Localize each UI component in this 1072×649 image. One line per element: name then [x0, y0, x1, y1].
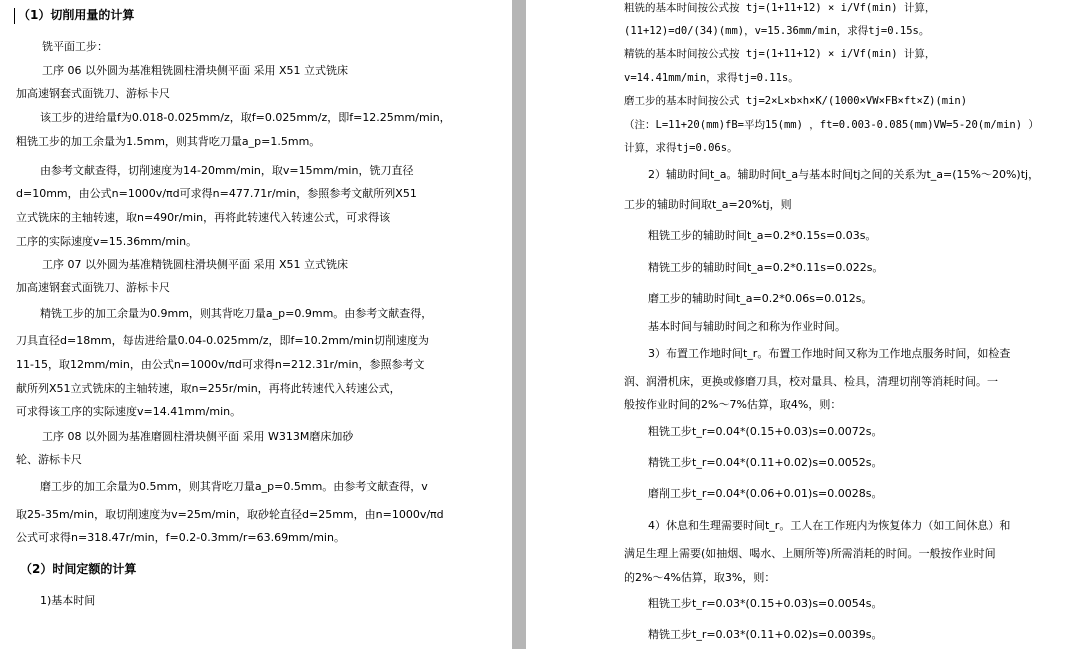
text-line: 工步的辅助时间取t_a=20%tj，则: [624, 198, 792, 211]
text-line: 润、润滑机床，更换或修磨刀具，校对量具、检具，清理切削等消耗时间。一: [624, 375, 998, 388]
heading-cutting-params: （1）切削用量的计算: [18, 8, 135, 22]
text-line: 的2%～4%估算，取3%，则：: [624, 571, 776, 584]
text-line: 由参考文献查得，切削速度为14-20mm/min，取v=15mm/min，铣刀直径: [40, 164, 414, 177]
text-line: 精铣工步t_r=0.04*(0.11+0.02)s=0.0052s。: [648, 456, 883, 469]
text-line: 计算，求得tj=0.06s。: [624, 142, 738, 154]
page-separator: [512, 0, 526, 649]
text-line: 3）布置工作地时间t_r。布置工作地时间又称为工作地点服务时间，如检查: [648, 347, 1011, 360]
text-line: 加高速钢套式面铣刀、游标卡尺: [16, 281, 170, 294]
text-line: 基本时间与辅助时间之和称为作业时间。: [648, 320, 846, 333]
text-line: 粗铣的基本时间按公式按 tj=(1+11+12) × i/Vf(min) 计算，: [624, 2, 936, 14]
text-line: 工序 06 以外圆为基准粗铣圆柱滑块侧平面 采用 X51 立式铣床: [42, 64, 349, 77]
text-line: 轮、游标卡尺: [16, 453, 82, 466]
text-line: 磨工步的基本时间按公式 tj=2×L×b×h×K/(1000×VW×FB×ft×Z)(min): [624, 95, 968, 107]
text-line: 4）休息和生理需要时间t_r。工人在工作班内为恢复体力（如工间休息）和: [648, 519, 1011, 532]
text-line: 精铣工步t_r=0.03*(0.11+0.02)s=0.0039s。: [648, 628, 883, 641]
text-line: 精铣的基本时间按公式按 tj=(1+11+12) × i/Vf(min) 计算，: [624, 48, 936, 60]
right-page: [526, 0, 1072, 649]
text-line: （注：L=11+20(mm)fB=平均15(mm) ，ft=0.003-0.085(mm)VW=5-20(m/min) ）: [624, 119, 1039, 131]
text-line: v=14.41mm/min，求得tj=0.11s。: [624, 72, 799, 84]
text-cursor: [14, 8, 15, 24]
text-line: 满足生理上需要(如抽烟、喝水、上厕所等)所需消耗的时间。一般按作业时间: [624, 547, 996, 560]
text-line: 刀具直径d=18mm，每齿进给量0.04-0.025mm/z，即f=10.2mm/min切削速度为: [16, 334, 429, 347]
text-line: 11-15，取12mm/min，由公式n=1000v/πd可求得n=212.31r/min，参照参考文: [16, 358, 425, 371]
text-line: 粗铣工步的加工余量为1.5mm，则其背吃刀量a_p=1.5mm。: [16, 135, 321, 148]
left-page: [0, 0, 512, 649]
text-line: (11+12)=d0/(34)(mm)，v=15.36mm/min，求得tj=0.15s。: [624, 25, 930, 37]
text-line: 立式铣床的主轴转速，取n=490r/min，再将此转速代入转速公式，可求得该: [16, 211, 391, 224]
text-line: 可求得该工序的实际速度v=14.41mm/min。: [16, 405, 242, 418]
text-line: 该工步的进给量f为0.018-0.025mm/z，取f=0.025mm/z，即f=12.25mm/min，: [40, 111, 451, 124]
text-line: 工序的实际速度v=15.36mm/min。: [16, 235, 198, 248]
text-line: 献所列X51立式铣床的主轴转速，取n=255r/min，再将此转速代入转速公式，: [16, 382, 401, 395]
text-line: 工序 08 以外圆为基准磨圆柱滑块侧平面 采用 W313M磨床加砂: [42, 430, 354, 443]
text-line: 精铣工步的辅助时间t_a=0.2*0.11s=0.022s。: [648, 261, 884, 274]
text-line: 磨工步的加工余量为0.5mm，则其背吃刀量a_p=0.5mm。由参考文献查得，v: [40, 480, 428, 493]
text-line: 粗铣工步t_r=0.04*(0.15+0.03)s=0.0072s。: [648, 425, 883, 438]
heading-time-quota: （2）时间定额的计算: [20, 562, 137, 576]
text-line: 取25-35m/min，取切削速度为v=25m/min，取砂轮直径d=25mm，由n=1000v/πd: [16, 508, 444, 521]
text-line: 公式可求得n=318.47r/min，f=0.2-0.3mm/r=63.69mm/min。: [16, 531, 345, 544]
text-line: 粗铣工步t_r=0.03*(0.15+0.03)s=0.0054s。: [648, 597, 883, 610]
text-line: 般按作业时间的2%～7%估算，取4%，则：: [624, 398, 842, 411]
text-line: d=10mm，由公式n=1000v/πd可求得n=477.71r/min，参照参考文献所列X51: [16, 187, 417, 200]
text-line: 磨工步的辅助时间t_a=0.2*0.06s=0.012s。: [648, 292, 873, 305]
text-line: 1)基本时间: [40, 594, 96, 607]
text-line: 精铣工步的加工余量为0.9mm，则其背吃刀量a_p=0.9mm。由参考文献查得，: [40, 307, 433, 320]
text-line: 加高速钢套式面铣刀、游标卡尺: [16, 87, 170, 100]
text-line: 2）辅助时间t_a。辅助时间t_a与基本时间tj之间的关系为t_a=(15%～20%)tj，: [648, 168, 1040, 181]
text-line: 粗铣工步的辅助时间t_a=0.2*0.15s=0.03s。: [648, 229, 877, 242]
text-line: 磨削工步t_r=0.04*(0.06+0.01)s=0.0028s。: [648, 487, 883, 500]
text-line: 工序 07 以外圆为基准精铣圆柱滑块侧平面 采用 X51 立式铣床: [42, 258, 349, 271]
text-line: 铣平面工步：: [42, 40, 108, 53]
